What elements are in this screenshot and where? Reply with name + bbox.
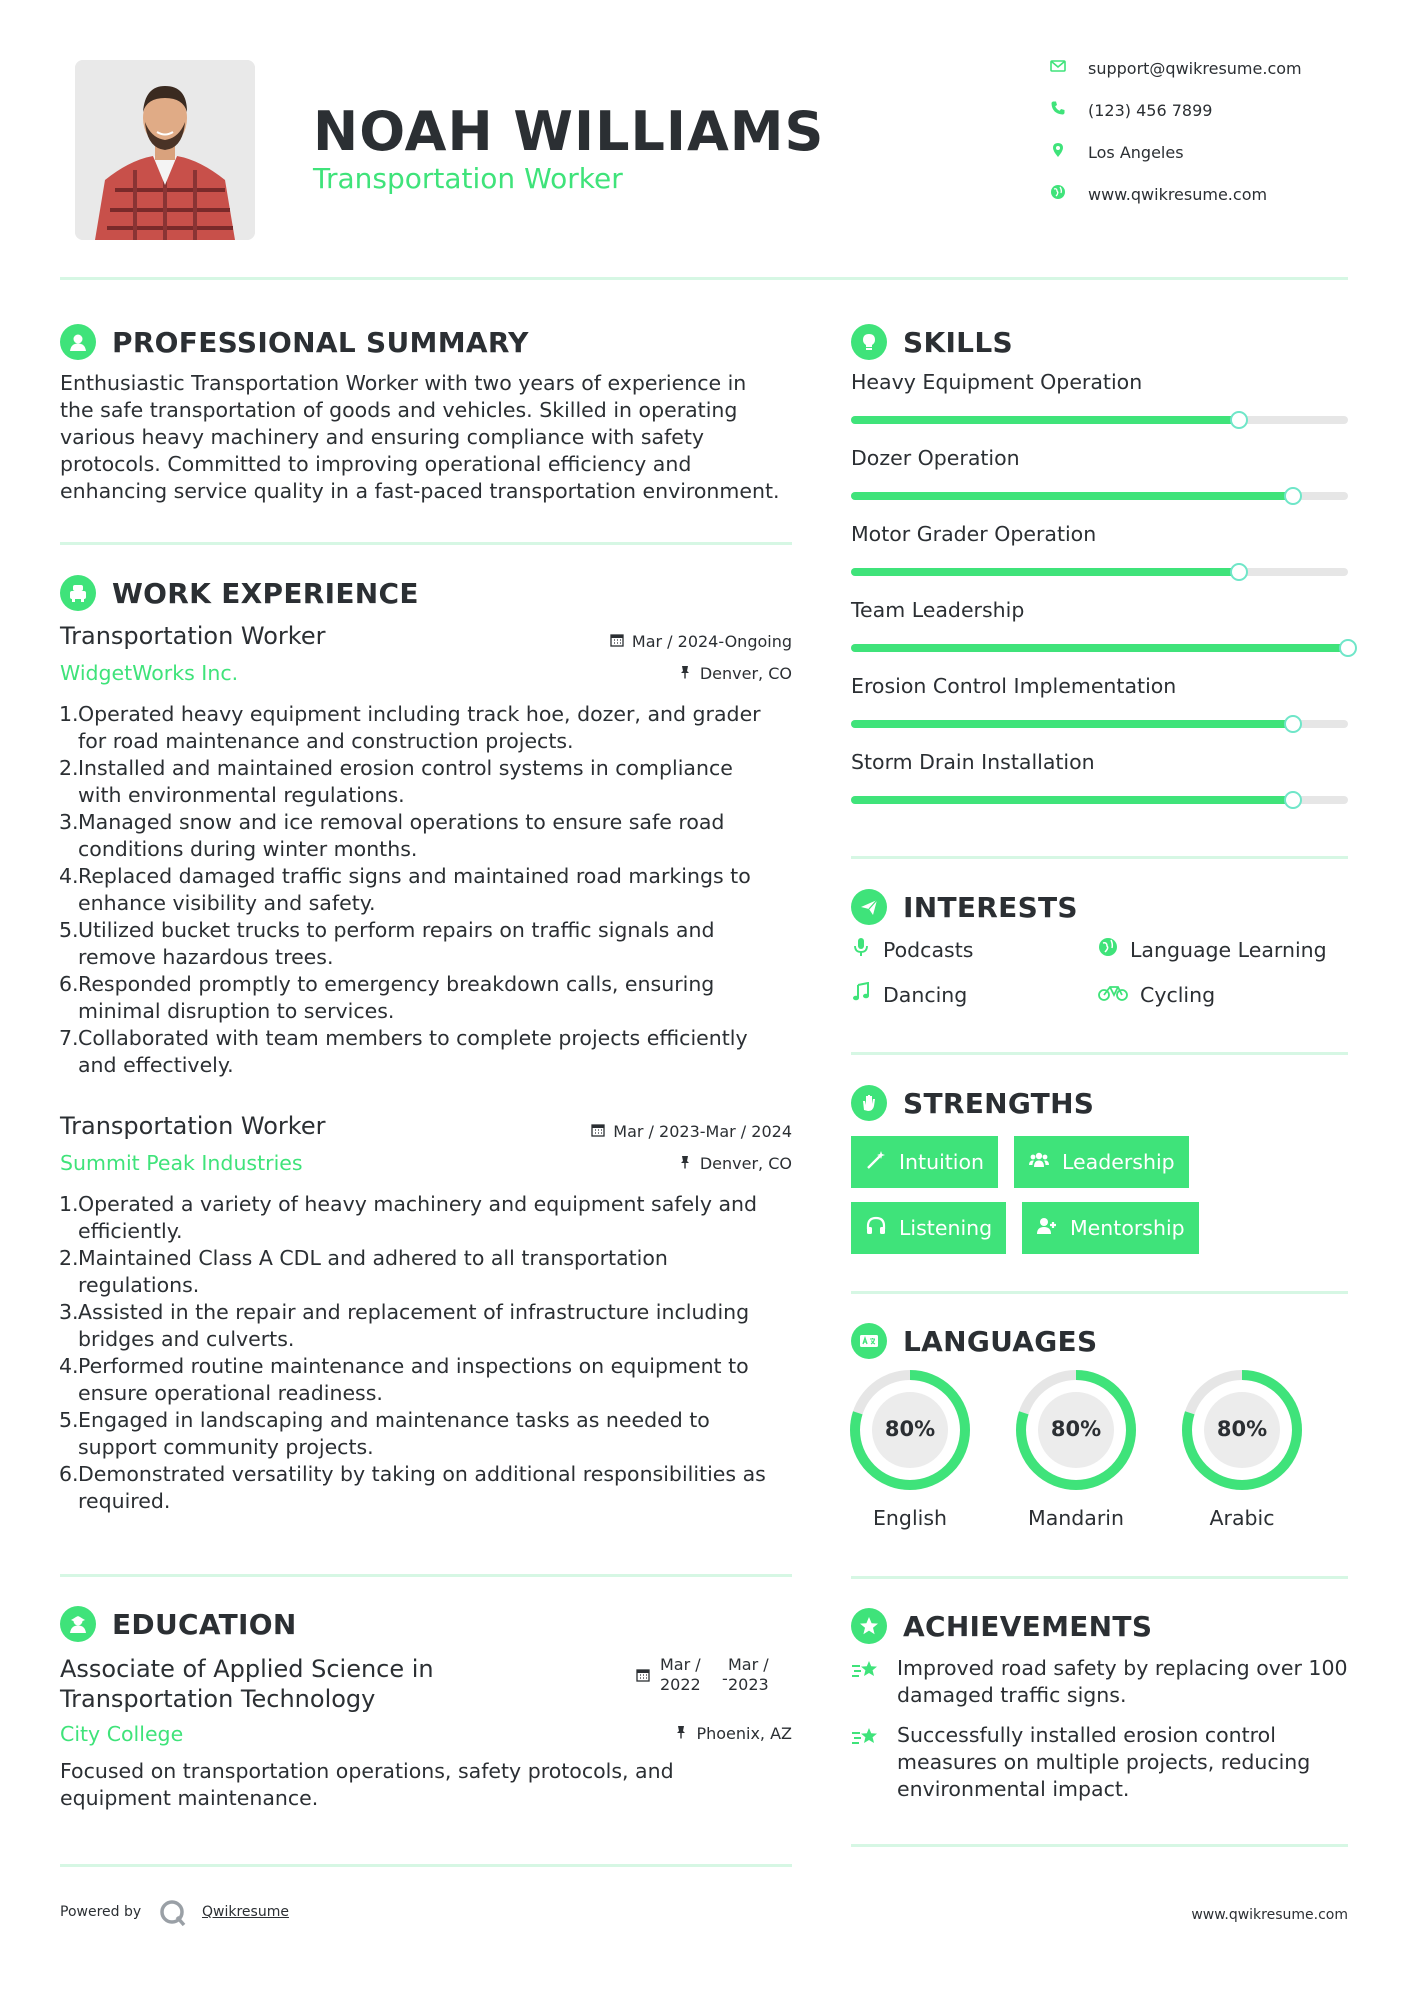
pushpin-icon	[678, 664, 692, 683]
microphone-icon	[851, 937, 871, 962]
job-2-dates	[500, 1122, 792, 1141]
education-heading	[60, 1606, 297, 1642]
skill-bar-fill	[851, 644, 1348, 652]
skill-bar-knob	[1284, 487, 1302, 505]
strength-label: Listening	[899, 1216, 993, 1240]
education-dates	[632, 1655, 792, 1699]
globe-icon	[1098, 937, 1118, 962]
achievements-heading	[851, 1608, 1152, 1644]
summary-line: the safe transportation of goods and vehicles. Skilled in operating	[60, 398, 738, 422]
phone-icon	[1050, 100, 1066, 120]
calendar-icon	[610, 632, 624, 651]
achievements-heading-text: ACHIEVEMENTS	[903, 1609, 1153, 1643]
envelope-icon	[1050, 58, 1066, 78]
achievement-line: measures on multiple projects, reducing	[897, 1750, 1311, 1774]
strength-label: Intuition	[899, 1150, 985, 1174]
graduate-icon	[60, 1606, 96, 1642]
job-2-location	[500, 1154, 792, 1173]
strength-label: Leadership	[1062, 1150, 1175, 1174]
skill-bar-track	[851, 796, 1348, 804]
strengths-heading	[851, 1085, 1094, 1121]
skills-heading-text: SKILLS	[903, 325, 1013, 359]
shooting-star-icon	[851, 1655, 881, 1709]
education-desc-line: equipment maintenance.	[60, 1786, 319, 1810]
achievement-line: Improved road safety by replacing over 100	[897, 1656, 1348, 1680]
job-1-dates-text: Mar / 2024-Ongoing	[631, 632, 792, 651]
profile-photo	[75, 60, 255, 240]
language-ring	[1011, 1365, 1141, 1495]
summary-line: various heavy machinery and ensuring compliance with safety	[60, 425, 705, 449]
skill-label: Dozer Operation	[851, 446, 1020, 470]
strength-tag-listening	[851, 1202, 1006, 1254]
list-item: 6. Responded promptly to emergency breakdown calls, ensuring minimal disruption to services.	[59, 972, 715, 1023]
pushpin-icon	[674, 1724, 688, 1743]
job-1-title: Transportation Worker	[60, 622, 326, 650]
contact-email[interactable]	[1050, 58, 1350, 78]
skill-bar-track	[851, 720, 1348, 728]
skill-label: Team Leadership	[851, 598, 1025, 622]
languages-heading	[851, 1323, 1097, 1359]
music-note-icon	[851, 982, 871, 1007]
achievement-line: Successfully installed erosion control	[897, 1723, 1276, 1747]
skill-bar-track	[851, 492, 1348, 500]
achievements-divider	[851, 1844, 1348, 1847]
summary-line: enhancing service quality in a fast-paced transportation environment.	[60, 479, 780, 503]
strength-label: Mentorship	[1070, 1216, 1185, 1240]
education-divider	[60, 1864, 792, 1867]
language-percent: 80%	[1050, 1417, 1102, 1441]
list-item: 1. Operated heavy equipment including track hoe, dozer, and grader for road maintenance and construction projects.	[59, 702, 761, 753]
candidate-title: Transportation Worker	[313, 162, 623, 195]
languages-heading-text: LANGUAGES	[903, 1324, 1098, 1358]
education-start-month: Mar /	[660, 1655, 701, 1674]
list-item: 4. Performed routine maintenance and inspections on equipment to ensure operational readiness.	[59, 1354, 749, 1405]
achievement-line: environmental impact.	[897, 1777, 1130, 1801]
interest-label: Language Learning	[1130, 937, 1327, 962]
education-end-month: Mar /	[728, 1655, 769, 1674]
magic-wand-icon	[865, 1149, 887, 1176]
list-item: 6. Demonstrated versatility by taking on additional responsibilities as required.	[59, 1462, 766, 1513]
interest-cycling	[1098, 982, 1215, 1007]
achievement-item	[851, 1722, 1351, 1803]
list-item: 5. Engaged in landscaping and maintenance tasks as needed to support community projects.	[59, 1408, 710, 1459]
list-item: 2. Maintained Class A CDL and adhered to all transportation regulations.	[59, 1246, 668, 1297]
calendar-icon	[636, 1667, 650, 1687]
interests-heading	[851, 889, 1078, 925]
users-icon	[1028, 1149, 1050, 1176]
skill-bar-knob	[1284, 715, 1302, 733]
strengths-divider	[851, 1291, 1348, 1294]
degree-line: Transportation Technology	[60, 1685, 376, 1713]
job-2-title: Transportation Worker	[60, 1112, 326, 1140]
contact-email-text: support@qwikresume.com	[1088, 58, 1302, 78]
skill-label: Storm Drain Installation	[851, 750, 1095, 774]
skill-bar-knob	[1339, 639, 1357, 657]
education-location-text: Phoenix, AZ	[696, 1724, 792, 1743]
interest-label: Cycling	[1140, 982, 1216, 1007]
contact-phone[interactable]	[1050, 100, 1350, 120]
contact-website-text: www.qwikresume.com	[1088, 184, 1268, 204]
user-icon	[60, 324, 96, 360]
language-card-icon	[851, 1323, 887, 1359]
language-ring	[1177, 1365, 1307, 1495]
contact-phone-text: (123) 456 7899	[1088, 100, 1213, 120]
education-start-year: 2022	[660, 1675, 701, 1694]
summary-divider	[60, 542, 792, 545]
qwikresume-logo-icon	[158, 1898, 188, 1932]
skill-bar-knob	[1230, 563, 1248, 581]
skills-divider	[851, 856, 1348, 859]
list-item: 5. Utilized bucket trucks to perform repairs on traffic signals and remove hazardous trees.	[59, 918, 715, 969]
job-1-location-text: Denver, CO	[699, 664, 792, 683]
language-name: English	[872, 1506, 948, 1530]
education-date-dash: -	[722, 1669, 728, 1688]
skill-bar-track	[851, 416, 1348, 424]
calendar-icon	[591, 1122, 605, 1141]
job-2-duties	[60, 1191, 800, 1515]
interests-heading-text: INTERESTS	[903, 890, 1078, 924]
skill-bar-fill	[851, 492, 1293, 500]
experience-heading	[60, 575, 419, 611]
summary-line: protocols. Committed to improving operational efficiency and	[60, 452, 692, 476]
experience-heading-text: WORK EXPERIENCE	[112, 576, 419, 610]
user-plus-icon	[1036, 1215, 1058, 1242]
language-name: Arabic	[1209, 1506, 1275, 1530]
strength-tag-leadership	[1014, 1136, 1189, 1188]
strength-tag-mentorship	[1022, 1202, 1199, 1254]
map-pin-icon	[1050, 142, 1066, 162]
job-2-dates-text: Mar / 2023-Mar / 2024	[613, 1122, 792, 1141]
shooting-star-icon	[851, 1722, 881, 1803]
summary-line: Enthusiastic Transportation Worker with two years of experience in	[60, 371, 747, 395]
strength-tag-intuition	[851, 1136, 998, 1188]
language-percent: 80%	[884, 1417, 936, 1441]
job-1-location	[500, 664, 792, 683]
footer-powered-by: Powered by	[60, 1904, 142, 1920]
education-heading-text: EDUCATION	[112, 1607, 297, 1641]
list-item: 3. Assisted in the repair and replacement of infrastructure including bridges and culverts.	[59, 1300, 750, 1351]
skill-bar-track	[851, 644, 1348, 652]
list-item: 7. Collaborated with team members to complete projects efficiently and effectively.	[59, 1026, 748, 1077]
summary-text	[60, 370, 800, 505]
job-1-duties	[60, 701, 800, 1079]
briefcase-icon	[60, 575, 96, 611]
footer-website[interactable]: www.qwikresume.com	[1191, 1907, 1348, 1923]
contact-location-text: Los Angeles	[1088, 142, 1184, 162]
list-item: 1. Operated a variety of heavy machinery and equipment safely and efficiently.	[59, 1192, 758, 1243]
candidate-name: NOAH WILLIAMS	[313, 100, 825, 163]
skill-bar-track	[851, 568, 1348, 576]
skills-heading	[851, 324, 1013, 360]
star-badge-icon	[851, 1608, 887, 1644]
headphones-icon	[865, 1215, 887, 1242]
education-location	[500, 1724, 792, 1743]
education-desc-line: Focused on transportation operations, safety protocols, and	[60, 1759, 674, 1783]
list-item: 2. Installed and maintained erosion control systems in compliance with environmental regulations.	[59, 756, 733, 807]
interest-language-learning	[1098, 937, 1327, 962]
skill-bar-fill	[851, 796, 1293, 804]
skill-bar-knob	[1230, 411, 1248, 429]
contact-location	[1050, 142, 1350, 162]
languages-divider	[851, 1576, 1348, 1579]
lightbulb-icon	[851, 324, 887, 360]
education-description	[60, 1758, 800, 1812]
interest-podcasts	[851, 937, 973, 962]
degree-line: Associate of Applied Science in	[60, 1655, 434, 1683]
skill-bar-fill	[851, 568, 1239, 576]
education-school: City College	[60, 1722, 184, 1746]
hand-icon	[851, 1085, 887, 1121]
globe-icon	[1050, 184, 1066, 204]
achievement-item	[851, 1655, 1351, 1709]
interest-label: Podcasts	[883, 937, 974, 962]
job-1-dates	[500, 632, 792, 651]
education-end-year: 2023	[728, 1675, 769, 1694]
interest-label: Dancing	[883, 982, 968, 1007]
job-2-company: Summit Peak Industries	[60, 1151, 303, 1175]
language-ring	[845, 1365, 975, 1495]
skill-label: Erosion Control Implementation	[851, 674, 1177, 698]
achievement-line: damaged traffic signs.	[897, 1683, 1127, 1707]
skill-label: Heavy Equipment Operation	[851, 370, 1143, 394]
pushpin-icon	[678, 1154, 692, 1173]
interest-dancing	[851, 982, 967, 1007]
skill-bar-fill	[851, 720, 1293, 728]
summary-heading	[60, 324, 529, 360]
education-degree	[60, 1654, 434, 1714]
skill-bar-knob	[1284, 791, 1302, 809]
job-2-location-text: Denver, CO	[699, 1154, 792, 1173]
strengths-heading-text: STRENGTHS	[903, 1086, 1095, 1120]
skill-label: Motor Grader Operation	[851, 522, 1097, 546]
list-item: 3. Managed snow and ice removal operations to ensure safe road conditions during winter months.	[59, 810, 725, 861]
language-name: Mandarin	[1028, 1506, 1124, 1530]
interests-divider	[851, 1052, 1348, 1055]
language-percent: 80%	[1216, 1417, 1268, 1441]
header-divider	[60, 277, 1348, 280]
paper-plane-icon	[851, 889, 887, 925]
job-1-company: WidgetWorks Inc.	[60, 661, 239, 685]
experience-divider	[60, 1574, 792, 1577]
footer-brand-link[interactable]: Qwikresume	[202, 1904, 289, 1920]
bicycle-icon	[1098, 982, 1128, 1007]
list-item: 4. Replaced damaged traffic signs and maintained road markings to enhance visibility and safety.	[59, 864, 751, 915]
summary-heading-text: PROFESSIONAL SUMMARY	[112, 325, 529, 359]
contact-website[interactable]	[1050, 184, 1350, 204]
skill-bar-fill	[851, 416, 1239, 424]
